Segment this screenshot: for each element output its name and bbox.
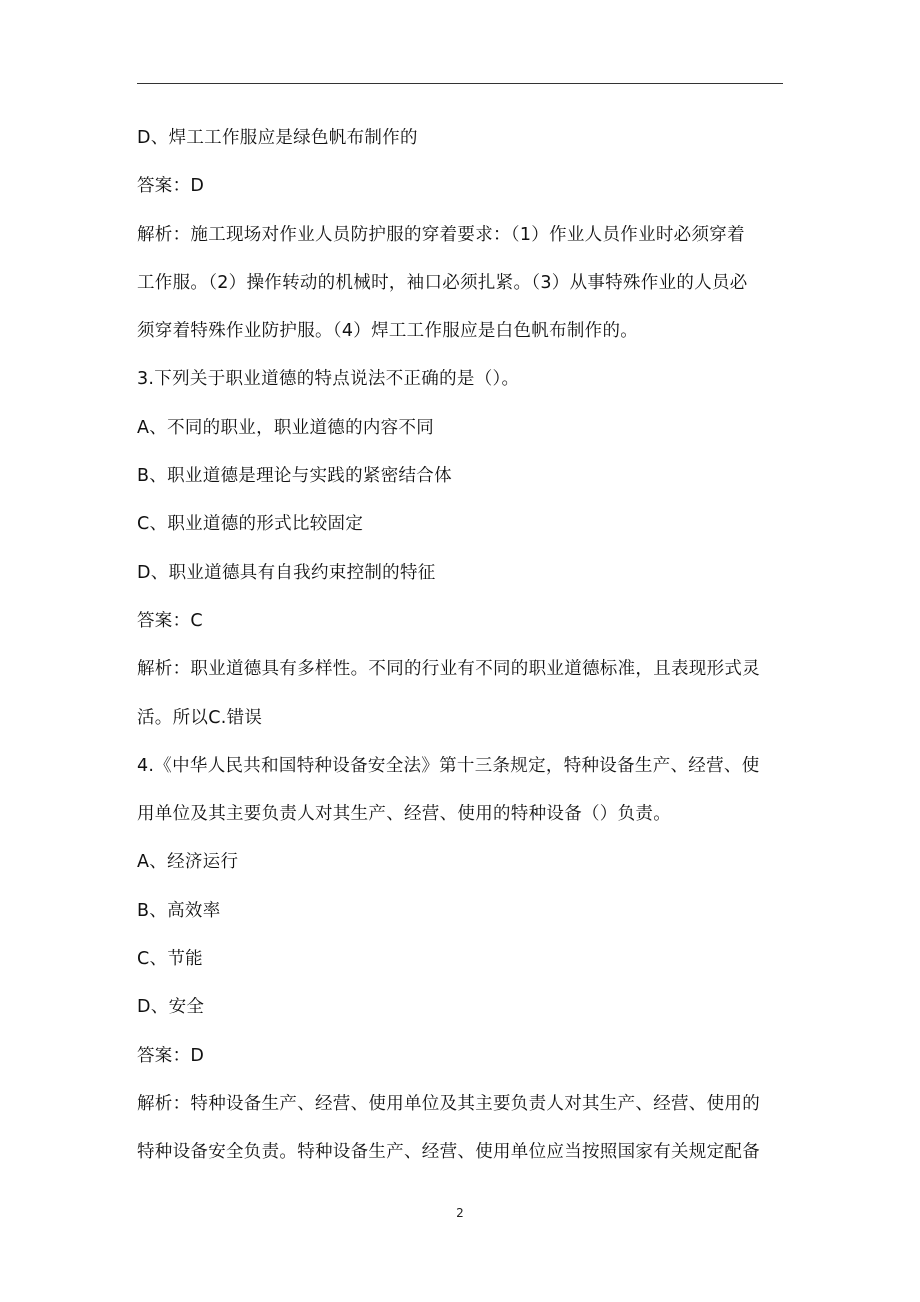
answer-q4: 答案：D: [137, 1045, 205, 1066]
question-4-line-2: 用单位及其主要负责人对其生产、经营、使用的特种设备（）负责。: [137, 804, 671, 825]
explanation-q4-line-2: 特种设备安全负责。特种设备生产、经营、使用单位应当按照国家有关规定配备: [137, 1142, 760, 1163]
explanation-q4-line-1: 解析：特种设备生产、经营、使用单位及其主要负责人对其生产、经营、使用的: [137, 1093, 760, 1114]
option-d-q4: D、安全: [137, 997, 205, 1018]
explanation-q2-line-2: 工作服。（2）操作转动的机械时，袖口必须扎紧。（3）从事特殊作业的人员必: [137, 272, 748, 293]
explanation-q3-line-1: 解析：职业道德具有多样性。不同的行业有不同的职业道德标准，且表现形式灵: [137, 659, 760, 680]
header-rule: [137, 83, 783, 84]
explanation-q3-line-2: 活。所以C.错误: [137, 707, 263, 728]
option-a-q4: A、经济运行: [137, 852, 239, 873]
option-a-q3: A、不同的职业，职业道德的内容不同: [137, 417, 435, 438]
page-number: 2: [456, 1206, 464, 1220]
option-d-q2: D、焊工工作服应是绿色帆布制作的: [137, 128, 418, 148]
explanation-q2-line-1: 解析：施工现场对作业人员防护服的穿着要求：（1）作业人员作业时必须穿着: [137, 224, 745, 245]
answer-q3: 答案：C: [137, 610, 203, 631]
option-d-q3: D、职业道德具有自我约束控制的特征: [137, 562, 436, 583]
document-body: [137, 114, 787, 1177]
option-b-q4: B、高效率: [137, 900, 221, 921]
question-3: 3.下列关于职业道德的特点说法不正确的是（）。: [137, 369, 520, 390]
question-4-line-1: 4.《中华人民共和国特种设备安全法》第十三条规定，特种设备生产、经营、使: [137, 755, 760, 776]
explanation-q2-line-3: 须穿着特殊作业防护服。（4）焊工工作服应是白色帆布制作的。: [137, 321, 639, 342]
option-c-q3: C、职业道德的形式比较固定: [137, 514, 364, 535]
option-c-q4: C、节能: [137, 949, 203, 970]
answer-q2: 答案：D: [137, 176, 205, 197]
option-b-q3: B、职业道德是理论与实践的紧密结合体: [137, 466, 452, 487]
